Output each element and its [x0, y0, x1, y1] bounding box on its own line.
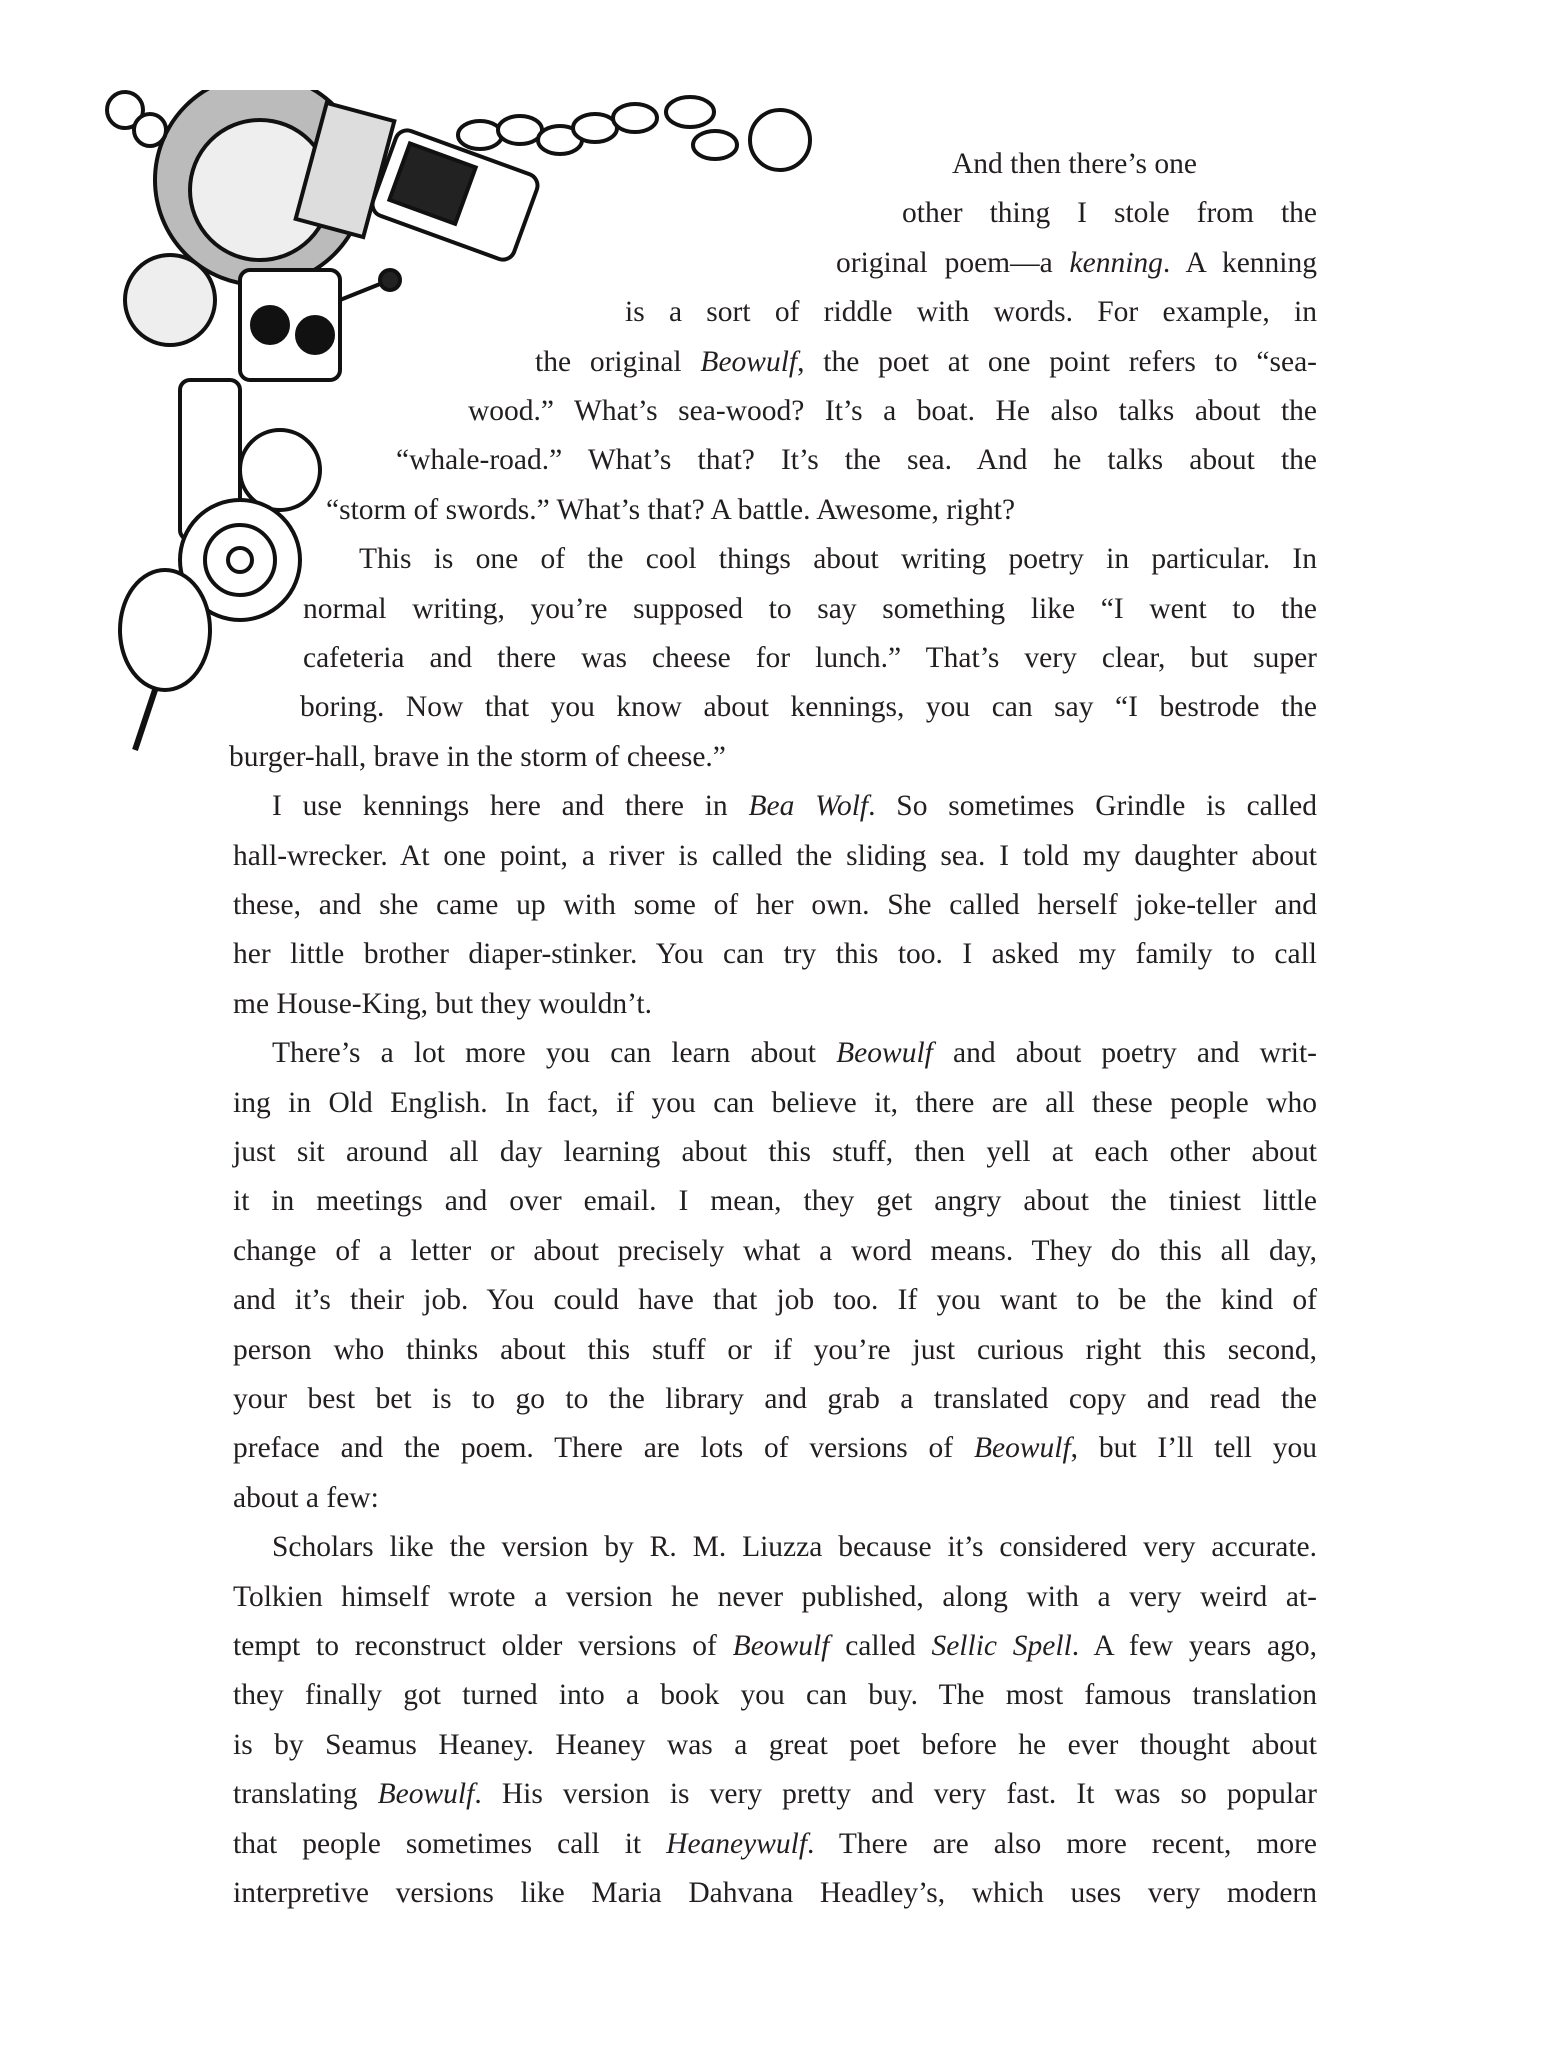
- italic-text: kenning: [1069, 246, 1163, 279]
- text-line: [233, 1869, 1317, 1918]
- text-line: [233, 1770, 1317, 1819]
- text-line: [233, 1721, 1317, 1770]
- text-line: [233, 1276, 1317, 1325]
- text-run: There’s a lot more you can learn about: [272, 1037, 837, 1070]
- text-line: [468, 387, 1317, 436]
- text-run: and about poetry and writ-: [932, 1037, 1317, 1070]
- text-run: is a sort of riddle with words. For example, in: [625, 296, 1317, 329]
- text-line: [233, 1177, 1317, 1226]
- text-run: , the poet at one point refers to “sea-: [797, 345, 1317, 378]
- text-run: translating: [233, 1778, 378, 1811]
- text-run: . A few years ago,: [1071, 1630, 1317, 1662]
- text-line: [233, 930, 1317, 979]
- text-run: cafeteria and there was cheese for lunch.” That’s very clear, but super: [303, 642, 1317, 674]
- italic-text: Bea Wolf: [748, 790, 869, 823]
- text-line: [272, 782, 1317, 831]
- text-run: it in meetings and over email. I mean, they get angry about the tiniest little: [233, 1185, 1317, 1218]
- text-line: [233, 1820, 1317, 1869]
- text-line: [233, 832, 1317, 881]
- text-run: is by Seamus Heaney. Heaney was a great poet before he ever thought about: [233, 1728, 1317, 1761]
- text-run: that people sometimes call it: [233, 1827, 667, 1860]
- text-run: normal writing, you’re supposed to say something like “I went to the: [303, 592, 1317, 625]
- text-line: [233, 1227, 1317, 1276]
- text-line: [326, 486, 1317, 535]
- text-line: [396, 436, 1317, 485]
- text-run: , but I’ll tell you: [1070, 1432, 1317, 1465]
- text-run: boring. Now that you know about kennings, you can say “I bestrode the: [300, 691, 1317, 724]
- italic-text: Heaneywulf: [666, 1827, 808, 1860]
- text-run: hall-wrecker. At one point, a river is called the sliding sea. I told my daughter about: [233, 839, 1317, 872]
- text-run: her little brother diaper-stinker. You can try this too. I asked my family to call: [233, 938, 1317, 971]
- text-run: “storm of swords.” What’s that? A battle. Awesome, right?: [326, 493, 1016, 526]
- text-run: . So sometimes Grindle is called: [868, 790, 1317, 823]
- italic-text: Beowulf: [700, 345, 798, 378]
- text-run: preface and the poem. There are lots of versions of: [233, 1432, 974, 1465]
- text-line: [359, 535, 1317, 584]
- text-line: [535, 338, 1317, 387]
- text-line: [836, 239, 1317, 288]
- text-line: [233, 1424, 1317, 1473]
- text-run: ing in Old English. In fact, if you can believe it, there are all these people who: [233, 1086, 1317, 1119]
- text-line: [229, 733, 1317, 782]
- text-line: [902, 189, 1317, 238]
- text-run: me House-King, but they wouldn’t.: [233, 987, 652, 1020]
- text-line: [303, 634, 1317, 683]
- text-line: [233, 1375, 1317, 1424]
- text-line: [952, 140, 1317, 189]
- text-run: these, and she came up with some of her own. She called herself joke-teller and: [233, 889, 1317, 921]
- text-run: I use kennings here and there in: [272, 790, 749, 823]
- text-line: [303, 585, 1317, 634]
- text-line: [272, 1029, 1317, 1078]
- text-line: [233, 1671, 1317, 1720]
- coins-doodle: [458, 97, 810, 170]
- text-line: [272, 1523, 1317, 1572]
- text-line: [233, 1326, 1317, 1375]
- text-run: . A kenning: [1162, 246, 1317, 279]
- text-run: wood.” What’s sea-wood? It’s a boat. He also talks about the: [468, 395, 1317, 427]
- text-run: about a few:: [233, 1481, 379, 1514]
- text-run: the original: [535, 345, 701, 378]
- text-run: interpretive versions like Maria Dahvana Headley’s, which uses very modern: [233, 1877, 1317, 1909]
- text-run: “whale-road.” What’s that? It’s the sea. And he talks about the: [396, 444, 1317, 477]
- text-run: change of a letter or about precisely what a word means. They do this all day,: [233, 1234, 1317, 1267]
- text-line: [233, 1128, 1317, 1177]
- text-run: other thing I stole from the: [902, 197, 1317, 230]
- text-line: [233, 1474, 1317, 1523]
- text-run: Tolkien himself wrote a version he never published, along with a very weird at-: [233, 1580, 1317, 1613]
- text-line: [300, 683, 1317, 732]
- text-run: original poem—a: [836, 246, 1070, 279]
- text-run: burger-hall, brave in the storm of cheese.”: [229, 740, 726, 773]
- text-line: [233, 980, 1317, 1029]
- text-run: they finally got turned into a book you can buy. The most famous translation: [233, 1679, 1317, 1712]
- lollipop-doodle: [120, 500, 300, 750]
- text-run: This is one of the cool things about writing poetry in particular. In: [359, 543, 1317, 576]
- italic-text: Sellic Spell: [931, 1630, 1072, 1662]
- text-line: [233, 881, 1317, 930]
- text-run: person who thinks about this stuff or if you’re just curious right this second,: [233, 1333, 1317, 1366]
- text-run: And then there’s one: [952, 148, 1197, 180]
- text-run: . There are also more recent, more: [807, 1827, 1317, 1860]
- text-line: [233, 1079, 1317, 1128]
- text-run: tempt to reconstruct older versions of: [233, 1630, 733, 1662]
- text-line: [625, 288, 1317, 337]
- text-line: [233, 1622, 1317, 1671]
- italic-text: Beowulf: [836, 1037, 933, 1070]
- text-run: just sit around all day learning about this stuff, then yell at each other about: [233, 1136, 1317, 1168]
- italic-text: Beowulf: [377, 1778, 475, 1811]
- text-line: [233, 1573, 1317, 1622]
- text-run: your best bet is to go to the library and grab a translated copy and read the: [233, 1383, 1317, 1415]
- text-run: and it’s their job. You could have that job too. If you want to be the kind of: [233, 1284, 1317, 1317]
- text-run: Scholars like the version by R. M. Liuzza because it’s considered very accurate.: [272, 1531, 1317, 1564]
- italic-text: Beowulf: [973, 1432, 1071, 1465]
- italic-text: Beowulf: [732, 1630, 830, 1662]
- text-run: . His version is very pretty and very fast. It was so popular: [474, 1778, 1317, 1811]
- text-run: called: [829, 1630, 932, 1662]
